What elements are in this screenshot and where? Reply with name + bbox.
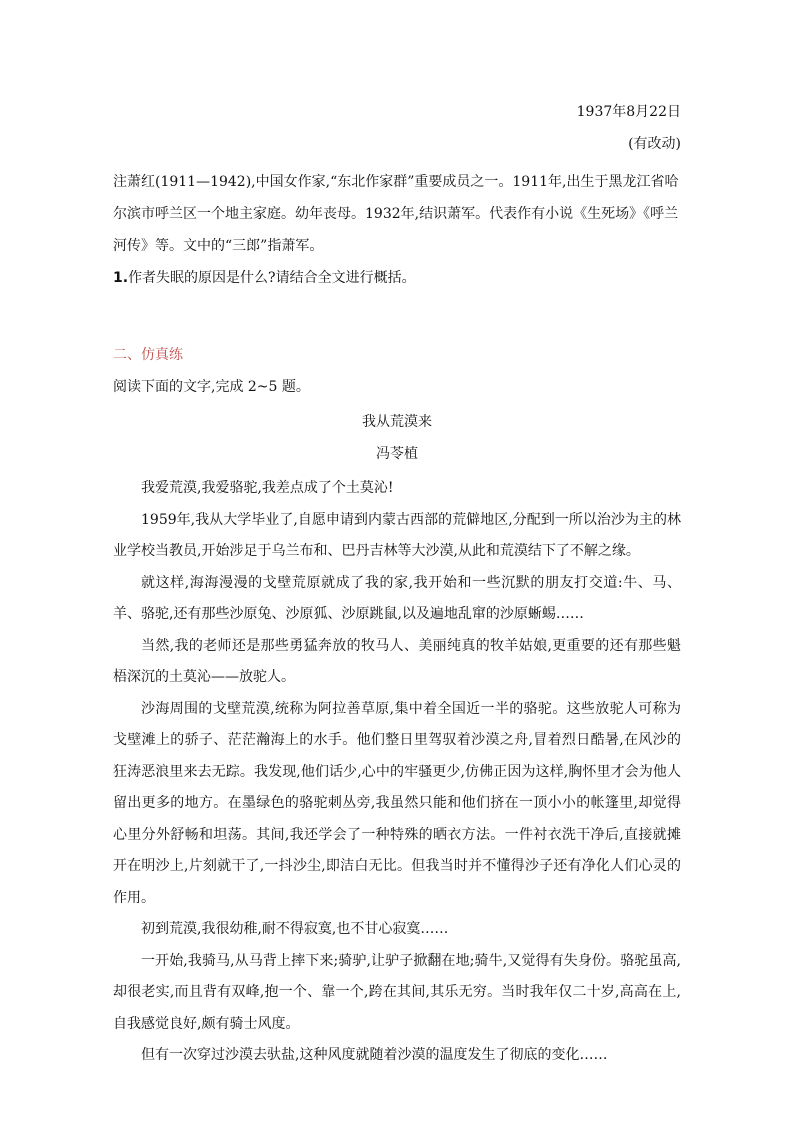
article-paragraph: 一开始,我骑马,从马背上摔下来;骑驴,让驴子掀翻在地;骑牛,又觉得有失身份。骆驼虽高,却很老实,而且背有双峰,抱一个、靠一个,跨在其间,其乐无穷。当时我年仅二十岁,高高在上,自我感觉良好,颇有骑士风度。 — [113, 952, 681, 1032]
letter-date: 1937年8月22日 — [576, 104, 681, 120]
author-bio-note — [113, 166, 681, 262]
article-paragraph: 我爱荒漠,我爱骆驼,我差点成了个土莫沁! — [141, 480, 394, 496]
article-body — [113, 473, 681, 1072]
question-1 — [113, 262, 681, 294]
bio-line: 河传》等。文中的“三郎”指萧军。 — [113, 238, 324, 254]
question-1-number: 1. — [113, 270, 129, 286]
revision-note: (有改动) — [628, 136, 681, 152]
article-paragraph: 1959年,我从大学毕业了,自愿申请到内蒙古西部的荒僻地区,分配到一所以治沙为主的林业学校当教员,开始涉足于乌兰布和、巴丹吉林等大沙漠,从此和荒漠结下了不解之缘。 — [113, 511, 681, 559]
article-paragraph: 但有一次穿过沙漠去驮盐,这种风度就随着沙漠的温度发生了彻底的变化…… — [141, 1047, 608, 1063]
section-heading: 二、仿真练 — [113, 347, 183, 363]
article-author: 冯苓植 — [376, 446, 418, 462]
article-paragraph: 沙海周围的戈壁荒漠,统称为阿拉善草原,集中着全国近一半的骆驼。这些放驼人可称为戈壁滩上的骄子、茫茫瀚海上的水手。他们整日里驾驭着沙漠之舟,冒着烈日酷暑,在风沙的狂涛恶浪里来去无踪。我发现,他们话少,心中的牢骚更少,仿佛正因为这样,胸怀里才会为他人留出更多的地方。在墨绿色的骆驼刺丛旁,我虽然只能和他们挤在一顶小小的帐篷里,却觉得心里分外舒畅和坦荡。其间,我还学会了一种特殊的晒衣方法。一件衬衣洗干净后,直接就摊开在明沙上,片刻就干了,一抖沙尘,即洁白无比。但我当时并不懂得沙子还有净化人们心灵的作用。 — [113, 700, 681, 906]
article-paragraph: 当然,我的老师还是那些勇猛奔放的牧马人、美丽纯真的牧羊姑娘,更重要的还有那些魁梧深沉的土莫沁——放驼人。 — [113, 637, 681, 685]
article-paragraph: 就这样,海海漫漫的戈壁荒原就成了我的家,我开始和一些沉默的朋友打交道:牛、马、羊、骆驼,还有那些沙原兔、沙原狐、沙原跳鼠,以及遍地乱窜的沙原蜥蜴…… — [113, 574, 681, 622]
article-paragraph: 初到荒漠,我很幼稚,耐不得寂寞,也不甘心寂寞…… — [141, 921, 449, 937]
reading-instruction: 阅读下面的文字,完成 2~5 题。 — [113, 379, 310, 395]
bio-line: 尔滨市呼兰区一个地主家庭。幼年丧母。1932年,结识萧军。代表作有小说《生死场》《呼兰 — [113, 206, 679, 222]
bio-line: 注萧红(1911—1942),中国女作家,“东北作家群”重要成员之一。1911年,出生于黑龙江省哈 — [113, 174, 679, 190]
page-content — [113, 102, 681, 1072]
question-1-text: 作者失眠的原因是什么?请结合全文进行概括。 — [128, 270, 416, 286]
article-title: 我从荒漠来 — [362, 414, 432, 430]
